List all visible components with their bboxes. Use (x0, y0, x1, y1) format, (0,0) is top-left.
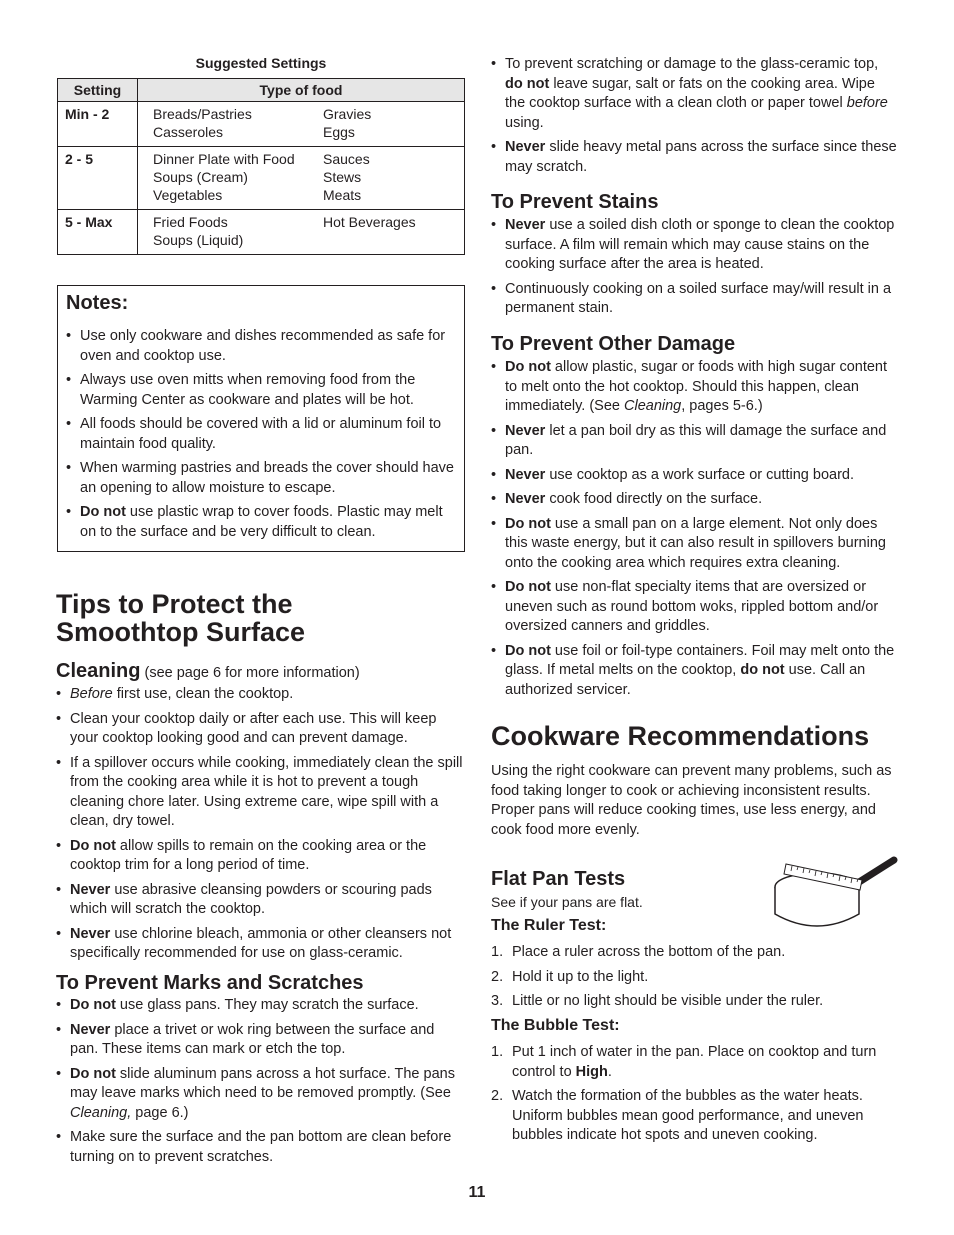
stains-section (491, 216, 899, 324)
stains-heading: To Prevent Stains (491, 191, 659, 213)
right-top-list (491, 55, 899, 177)
tips-title-line1: Tips to Protect the (56, 589, 293, 619)
table-row (58, 147, 465, 210)
food-cell: Dinner Plate with Food Soups (Cream) Vegetables (138, 147, 324, 210)
list-item: • Do not use plastic wrap to cover foods. Plastic may melt on to the surface and be very difficult to clean. (66, 503, 456, 542)
list-item: • Do not allow spills to remain on the cooking area or the cooktop trim for a long period of time. (56, 837, 464, 876)
tips-title-line2: Smoothtop Surface (56, 617, 306, 647)
list-item: • Do not use a small pan on a large element. Not only does this waste energy, but it can also result in spillovers burning onto the cooking area which requires extra cleaning. (491, 515, 899, 574)
ruler-test-heading: The Ruler Test: (491, 917, 607, 934)
right-top-section (491, 55, 899, 182)
bubble-test-heading: The Bubble Test: (491, 1017, 620, 1034)
marks-list (56, 996, 464, 1167)
list-item: • Always use oven mitts when removing food from the Warming Center as cookware and plates will be hot. (66, 371, 456, 410)
ruler-steps (491, 943, 899, 1012)
damage-heading: To Prevent Other Damage (491, 333, 736, 355)
list-item: 1. Put 1 inch of water in the pan. Place on cooktop and turn control to High. (491, 1044, 877, 1080)
suggested-settings-table (57, 78, 465, 255)
table-row (58, 210, 465, 255)
flat-pan-subtitle-text: See if your pans are flat. (491, 894, 643, 910)
food-cell: Gravies Eggs (323, 102, 465, 147)
list-item: • Never cook food directly on the surface. (491, 490, 899, 510)
ruler-test-section (491, 943, 899, 1017)
list-item: 1. Place a ruler across the bottom of the pan. (491, 944, 786, 960)
list-item: • Never use cooktop as a work surface or cutting board. (491, 466, 899, 486)
list-item: • Never let a pan boil dry as this will damage the surface and pan. (491, 422, 899, 461)
list-item: 2. Watch the formation of the bubbles as the water heats. Uniform bubbles mean good performance, and uneven bubbles indicate hot spots and uneven cooking. (491, 1088, 864, 1143)
list-item: • Do not slide aluminum pans across a hot surface. The pans may leave marks which need to be removed promptly. (See Cleaning, page 6.) (56, 1065, 464, 1124)
list-item: • All foods should be covered with a lid or aluminum foil to maintain food quality. (66, 415, 456, 454)
list-item: • Do not use non-flat specialty items that are oversized or uneven such as round bottom woks, rippled bottom and/or oversized canners and griddles. (491, 578, 899, 637)
food-cell: Hot Beverages (323, 210, 465, 255)
setting-cell: 2 - 5 (58, 147, 138, 210)
damage-section (491, 358, 899, 705)
marks-section (56, 996, 464, 1172)
list-item: • Never use chlorine bleach, ammonia or other cleansers not specifically recommended for use on glass-ceramic. (56, 925, 464, 964)
list-item: • Never place a trivet or wok ring between the surface and pan. These items can mark or etch the top. (56, 1021, 464, 1060)
cleaning-list (56, 685, 464, 964)
pan-ruler-illustration (772, 852, 902, 932)
food-cell: Breads/Pastries Casseroles (138, 102, 324, 147)
cookware-intro-text: Using the right cookware can prevent many problems, such as food taking longer to cook or achieving inconsistent results. Proper pans will reduce cooking times, use less energy, and cook food more evenly. (491, 763, 892, 838)
list-item: • Clean your cooktop daily or after each use. This will keep your cooktop looking good and can prevent damage. (56, 710, 464, 749)
marks-heading: To Prevent Marks and Scratches (56, 972, 364, 994)
list-item: • Do not use glass pans. They may scratch the surface. (56, 996, 464, 1016)
flat-pan-heading: Flat Pan Tests (491, 868, 626, 890)
list-item: • Do not allow plastic, sugar or foods with high sugar content to melt onto the hot cooktop. Should this happen, clean immediately. (See Cleaning, pages 5-6.) (491, 358, 899, 417)
table-row (58, 102, 465, 147)
list-item: 2. Hold it up to the light. (491, 968, 649, 985)
list-item: 3. Little or no light should be visible under the ruler. (491, 993, 824, 1009)
cookware-intro (491, 762, 899, 840)
cleaning-heading: Cleaning (56, 660, 141, 682)
list-item: • Before first use, clean the cooktop. (56, 685, 464, 705)
damage-list (491, 358, 899, 700)
list-item: • Do not use foil or foil-type containers. Foil may melt onto the glass. If metal melts on the cooktop, do not use. Call an authorized servicer. (491, 642, 899, 701)
list-item: • If a spillover occurs while cooking, immediately clean the spill from the cooking area while it is hot to prevent a tough cleaning chore later. Using extreme care, wipe spill with a clean, dry towel. (56, 754, 464, 832)
bubble-test-section (491, 1043, 899, 1151)
setting-cell: 5 - Max (58, 210, 138, 255)
food-cell: Sauces Stews Meats (323, 147, 465, 210)
food-cell: Fried Foods Soups (Liquid) (138, 210, 324, 255)
table-header-setting: Setting (58, 79, 138, 102)
list-item: • Never slide heavy metal pans across the surface since these may scratch. (491, 138, 899, 177)
cleaning-note: (see page 6 for more information) (144, 665, 360, 681)
list-item: • Use only cookware and dishes recommended as safe for oven and cooktop use. (66, 327, 456, 366)
list-item: • When warming pastries and breads the cover should have an opening to allow moisture to escape. (66, 459, 456, 498)
list-item: • Never use a soiled dish cloth or sponge to clean the cooktop surface. A film will remain which may cause stains on the cooking surface after the area is heated. (491, 216, 899, 275)
page-number: 11 (468, 1184, 486, 1201)
notes-box (57, 285, 465, 552)
list-item: • To prevent scratching or damage to the glass-ceramic top, do not leave sugar, salt or fats on the cooking area. Wipe the cooktop surface with a clean cloth or paper towel before using. (491, 55, 899, 133)
list-item: • Never use abrasive cleansing powders or scouring pads which will scratch the cooktop. (56, 881, 464, 920)
stains-list (491, 216, 899, 319)
setting-cell: Min - 2 (58, 102, 138, 147)
cleaning-section (56, 660, 464, 969)
bubble-steps (491, 1043, 899, 1146)
table-caption: Suggested Settings (195, 55, 327, 71)
cookware-title: Cookware Recommendations (491, 721, 870, 751)
list-item: • Make sure the surface and the pan bottom are clean before turning on to prevent scratches. (56, 1128, 464, 1167)
table-header-food: Type of food (138, 79, 465, 102)
list-item: • Continuously cooking on a soiled surface may/will result in a permanent stain. (491, 280, 899, 319)
notes-list (66, 327, 456, 542)
notes-title: Notes: (66, 292, 129, 314)
